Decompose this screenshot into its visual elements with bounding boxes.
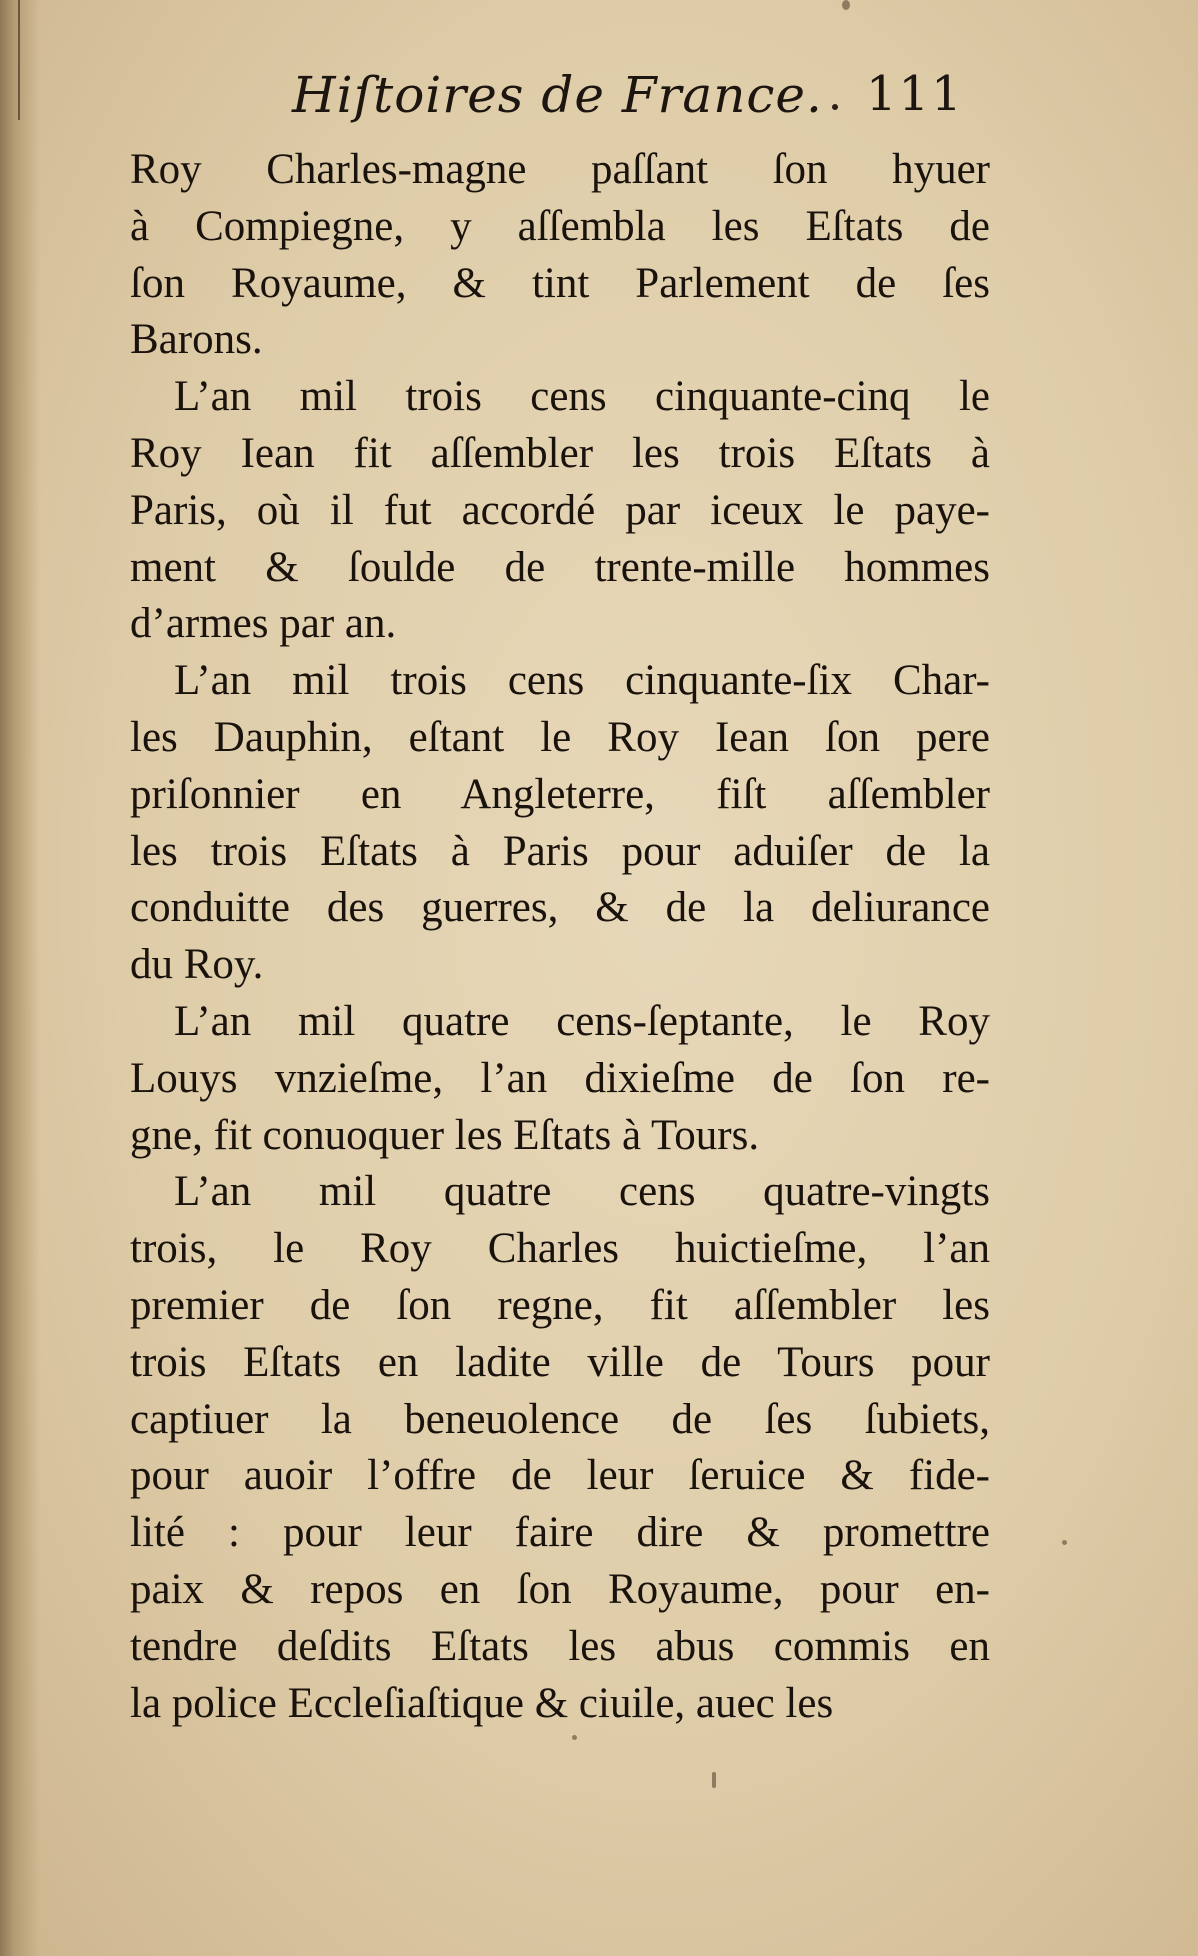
ink-speck — [712, 1772, 716, 1788]
text-line: les trois Eſtats à Paris pour aduiſer de la — [130, 827, 990, 875]
text-line: du Roy. — [130, 941, 264, 989]
text-line: L’an mil quatre cens-ſeptante, le Roy — [174, 997, 990, 1045]
paragraph — [130, 653, 990, 994]
text-line: la police Eccleſiaſtique & ciuile, auec les — [130, 1679, 834, 1727]
text-line: pour auoir l’offre de leur ſeruice & fide- — [130, 1452, 990, 1500]
paragraph — [130, 369, 990, 653]
text-line: Roy Charles-magne paſſant ſon hyuer — [130, 146, 990, 193]
text-line: L’an mil quatre cens quatre-vingts — [174, 1168, 990, 1216]
text-line: trois Eſtats en ladite ville de Tours pour — [130, 1338, 990, 1386]
text-line: L’an mil trois cens cinquante-cinq le — [174, 373, 990, 421]
ink-speck — [842, 0, 850, 10]
text-line: trois, le Roy Charles huictieſme, l’an — [130, 1225, 990, 1273]
ink-speck — [572, 1735, 577, 1740]
text-line: Louys vnzieſme, l’an dixieſme de ſon re- — [130, 1054, 990, 1102]
running-head: Hiſtoires de France. — [292, 66, 823, 124]
paragraph — [130, 994, 990, 1164]
text-line: priſonnier en Angleterre, fiſt aſſembler — [130, 770, 990, 818]
text-line: Roy Iean fit aſſembler les trois Eſtats à — [130, 429, 990, 477]
folio-dot — [832, 104, 838, 110]
text-line: Paris, où il fut accordé par iceux le paye- — [130, 486, 990, 534]
paragraph — [130, 1164, 990, 1732]
text-line: L’an mil trois cens cinquante-ſix Char- — [174, 657, 990, 705]
spine-shadow — [0, 0, 40, 1956]
ink-speck — [1062, 1540, 1067, 1545]
paragraph — [130, 142, 990, 369]
text-line: gne, fit conuoquer les Eſtats à Tours. — [130, 1111, 760, 1159]
page-edge-mark — [18, 0, 20, 120]
text-line: ſon Royaume, & tint Parlement de ſes — [130, 259, 990, 307]
body-text — [130, 142, 990, 1732]
text-line: les Dauphin, eſtant le Roy Iean ſon pere — [130, 713, 990, 761]
text-line: paix & repos en ſon Royaume, pour en- — [130, 1565, 990, 1613]
text-line: lité : pour leur faire dire & promettre — [130, 1509, 990, 1557]
text-line: Barons. — [130, 316, 263, 364]
text-line: conduitte des guerres, & de la deliurance — [130, 884, 990, 932]
text-line: à Compiegne, y aſſembla les Eſtats de — [130, 202, 990, 250]
text-line: ment & ſoulde de trente-mille hommes — [130, 543, 990, 591]
page-number: 111 — [866, 66, 964, 122]
text-line: captiuer la beneuolence de ſes ſubiets, — [130, 1395, 990, 1443]
text-line: d’armes par an. — [130, 600, 397, 648]
text-line: premier de ſon regne, fit aſſembler les — [130, 1281, 990, 1329]
text-line: tendre deſdits Eſtats les abus commis en — [130, 1622, 990, 1670]
